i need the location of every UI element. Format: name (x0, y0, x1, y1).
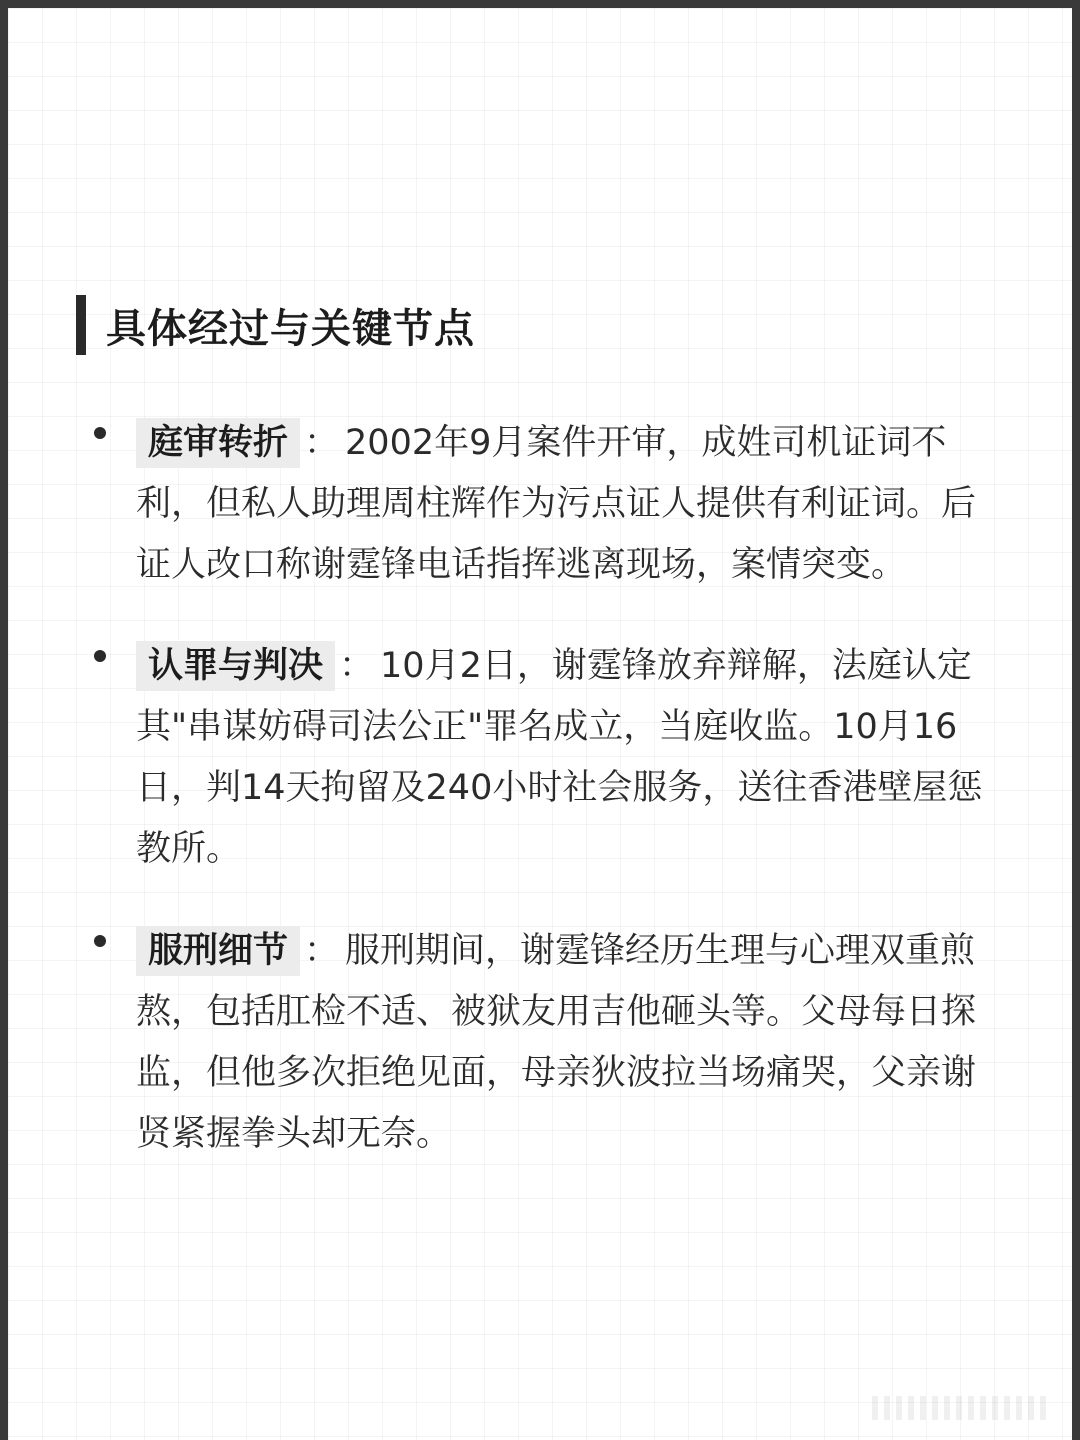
item-text: 2002年9月案件开审，成姓司机证词不利，但私人助理周柱辉作为污点证人提供有利证词。后证人改口称谢霆锋电话指挥逃离现场，案情突变。 (136, 423, 977, 585)
bullet-dot-icon (94, 650, 106, 662)
heading-accent-bar (76, 295, 86, 355)
list-item-body (136, 413, 1006, 596)
list-item-body (136, 636, 1006, 880)
item-tag: 庭审转折 (136, 418, 300, 468)
item-tag: 认罪与判决 (136, 641, 335, 691)
item-tag: 服刑细节 (136, 926, 300, 976)
bullet-dot-icon (94, 427, 106, 439)
item-text: 服刑期间，谢霆锋经历生理与心理双重煎熬，包括肛检不适、被狱友用吉他砸头等。父母每日探监，但他多次拒绝见面，母亲狄波拉当场痛哭，父亲谢贤紧握拳头却无奈。 (136, 931, 977, 1154)
section-title: 具体经过与关键节点 (106, 305, 475, 352)
bullet-dot-icon (94, 935, 106, 947)
section-heading (76, 294, 475, 356)
item-separator: ： (339, 646, 375, 686)
item-text: 10月2日，谢霆锋放弃辩解，法庭认定其"串谋妨碍司法公正"罪名成立，当庭收监。10月16日，判14天拘留及240小时社会服务，送往香港壁屋惩教所。 (136, 646, 983, 869)
watermark-mark (872, 1396, 1052, 1420)
list-item-body (136, 921, 1006, 1165)
item-separator: ： (304, 423, 340, 463)
item-separator: ： (304, 931, 340, 971)
